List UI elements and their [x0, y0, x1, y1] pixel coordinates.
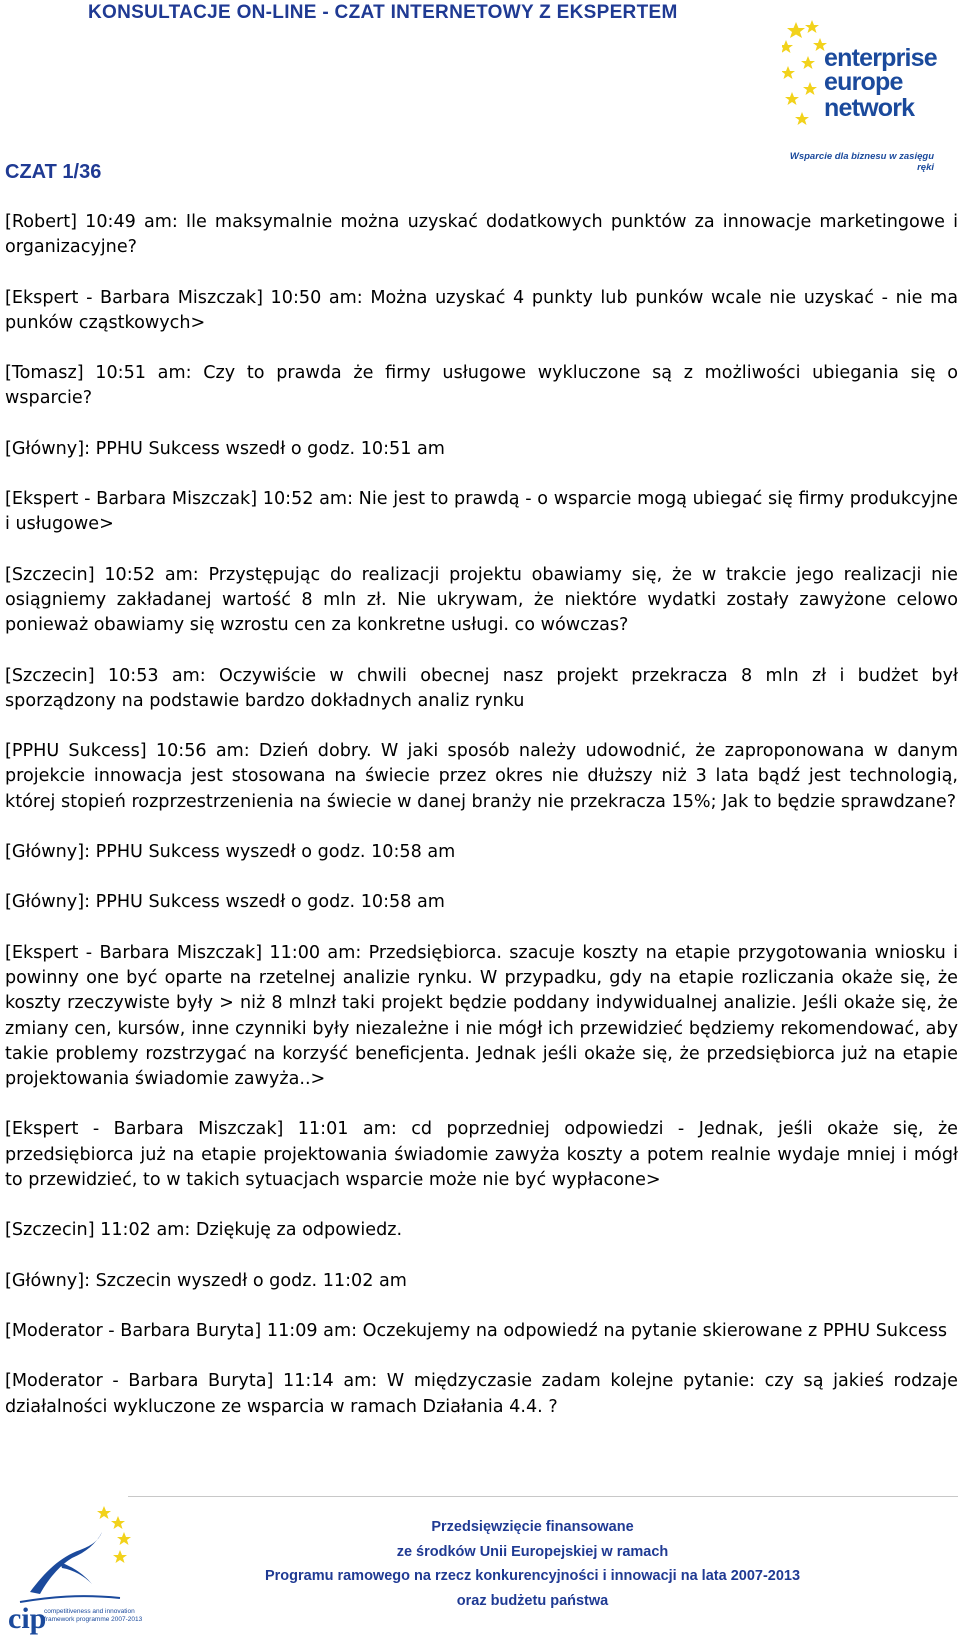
funding-line: oraz budżetu państwa	[456, 1592, 609, 1609]
chat-message: [Moderator - Barbara Buryta] 11:09 am: Oczekujemy na odpowiedź na pytanie skierowane z PPHU Sukcess	[5, 1320, 948, 1341]
chat-heading: CZAT 1/36	[5, 161, 102, 183]
chat-message: [Szczecin] 11:02 am: Dziękuję za odpowiedz.	[5, 1220, 403, 1241]
chat-message: [Moderator - Barbara Buryta] 11:14 am: W międzyczasie zadam kolejne pytanie: czy są jakieś rodzaje działalności wykluczone ze wsparcia w ramach Działania 4.4. ?	[5, 1371, 958, 1417]
chat-message: [Ekspert - Barbara Miszczak] 10:50 am: Można uzyskać 4 punkty lub punków wcale nie uzyskać - nie ma punków cząstkowych>	[5, 287, 958, 333]
chat-message: [Ekspert - Barbara Miszczak] 11:01 am: cd poprzedniej odpowiedzi - Jednak, jeśli okaże się, że przedsiębiorca już na etapie projektowania świadomie zawyża koszty a potem realnie wydaje mniej i mógł to przewidzieć, to w takich sytuacjach wsparcie może nie być wypłacone>	[5, 1119, 958, 1191]
chat-message: [Tomasz] 10:51 am: Czy to prawda że firmy usługowe wykluczone są z możliwości ubiegania się o wsparcie?	[5, 363, 958, 409]
cip-logo-text: cip	[8, 1602, 47, 1635]
logo-word-enterprise: enterprise	[824, 44, 937, 72]
cip-runner-icon	[0, 1502, 150, 1612]
chat-message: [Główny]: Szczecin wyszedł o godz. 11:02 am	[5, 1270, 407, 1291]
chat-message: [Ekspert - Barbara Miszczak] 11:00 am: Przedsiębiorca. szacuje koszty na etapie przygotowania wniosku i powinny one być oparte na rzetelnej analizie rynku. W przypadku, gdy na etapie rozliczania okaże się, że koszty rzeczywiste były > niż 8 mlnzł taki projekt będzie poddany indywidualnej analizie. Jeśli okaże się, że zmiany cen, kursów, inne czynniki były niezależne i nie mógł ich przewidzieć będziemy rekomendować, aby takie problemy rozstrzygać na korzyść beneficjenta. Jednak jeśli okaże się, że przedsiębiorca już na etapie projektowania świadomie zawyża..>	[5, 942, 958, 1090]
enterprise-europe-network-logo	[782, 20, 942, 173]
document-header-title: KONSULTACJE ON-LINE - CZAT INTERNETOWY Z EKSPERTEM	[88, 2, 678, 23]
funding-line: Programu ramowego na rzecz konkurencyjności i innowacji na lata 2007-2013	[264, 1568, 801, 1584]
funding-line: Przedsięwzięcie finansowane	[431, 1519, 634, 1535]
footer-divider	[128, 1496, 958, 1497]
logo-word-europe: europe	[824, 68, 903, 96]
funding-statement	[220, 1515, 845, 1613]
logo-word-network: network	[824, 94, 915, 122]
chat-message: [Szczecin] 10:53 am: Oczywiście w chwili obecnej nasz projekt przekracza 8 mln zł i budżet był sporządzony na podstawie bardzo dokładnych analiz rynku	[5, 665, 958, 711]
chat-message: [Główny]: PPHU Sukcess wyszedł o godz. 10:58 am	[5, 842, 456, 863]
chat-message: [Robert] 10:49 am: Ile maksymalnie można uzyskać dodatkowych punktów za innowacje marketingowe i organizacyjne?	[5, 212, 958, 258]
logo-tagline: Wsparcie dla biznesu w zasięgu ręki	[789, 151, 934, 173]
funding-line: ze środków Unii Europejskiej w ramach	[396, 1543, 669, 1560]
chat-message: [Ekspert - Barbara Miszczak] 10:52 am: Nie jest to prawdą - o wsparcie mogą ubiegać się firmy produkcyjne i usługowe>	[5, 489, 958, 535]
chat-message: [Główny]: PPHU Sukcess wszedł o godz. 10:51 am	[5, 438, 445, 459]
cip-logo	[0, 1502, 150, 1646]
chat-message: [PPHU Sukcess] 10:56 am: Dzień dobry. W jaki sposób należy udowodnić, że zaproponowana w danym projekcie innowacja jest stosowana na świecie przez okres nie dłuższy niż 3 lata bądź jest technologią, której stopień rozprzestrzenienia na świecie w danej branży nie przekracza 15%; Jak to będzie sprawdzane?	[5, 741, 958, 812]
chat-transcript	[5, 210, 958, 1445]
cip-logo-subtext: competitiveness and innovation framework programme 2007-2013	[44, 1608, 143, 1623]
chat-message: [Główny]: PPHU Sukcess wszedł o godz. 10:58 am	[5, 892, 445, 913]
chat-message: [Szczecin] 10:52 am: Przystępując do realizacji projektu obawiamy się, że w trakcie jego realizacji nie osiągniemy zakładanej wartość 8 mln zł. Nie ukrywam, że niektóre wydatki zostały zawyżone celowo ponieważ obawiamy się wzrostu cen za konkretne usługi. co wówczas?	[5, 564, 958, 636]
